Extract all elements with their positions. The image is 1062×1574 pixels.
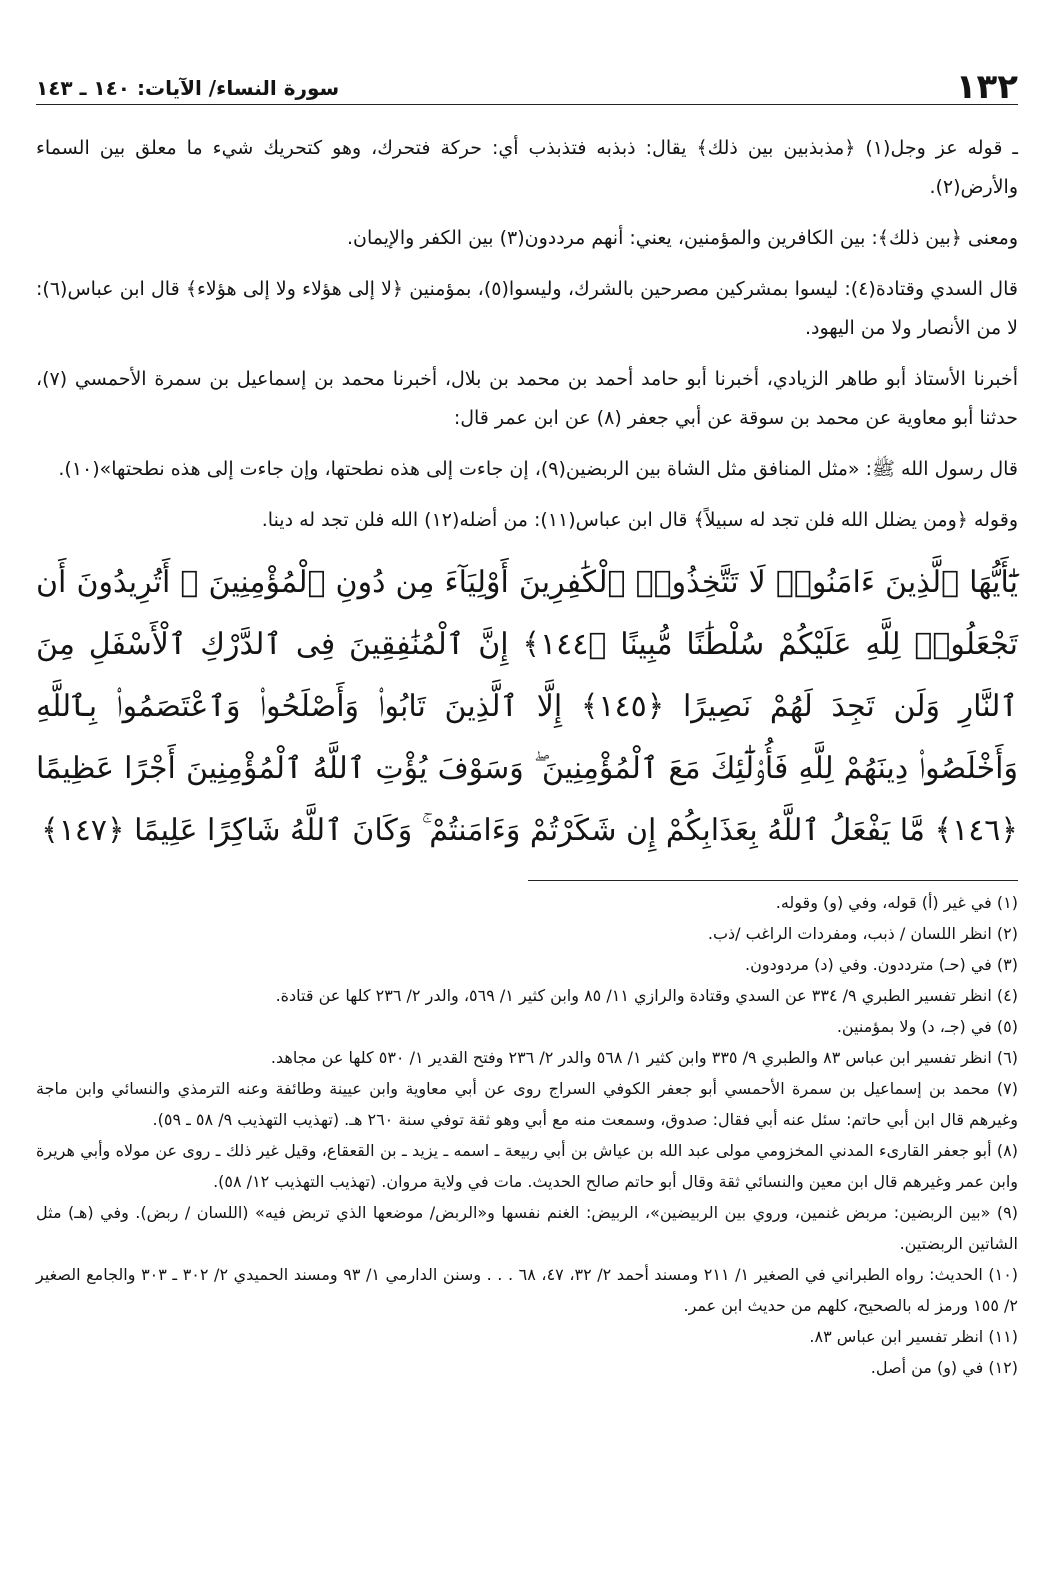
footnote: (٣) في (حـ) مترددون. وفي (د) مردودون. — [745, 955, 1018, 974]
paragraph: ومعنى ﴿بين ذلك﴾: بين الكافرين والمؤمنين، يعني: أنهم مرددون(٣) بين الكفر والإيمان. — [346, 227, 1018, 249]
paragraph: قال السدي وقتادة(٤): ليسوا بمشركين مصرحين بالشرك، وليسوا(٥)، بمؤمنين ﴿لا إلى هؤلاء ولا إلى هؤلاء﴾ قال ابن عباس(٦): لا من الأنصار ولا من اليهود. — [36, 278, 1018, 339]
commentary-body — [36, 129, 1018, 540]
footnote: (٧) محمد بن إسماعيل بن سمرة الأحمسي أبو جعفر الكوفي السراج روى عن أبي معاوية وابن عيينة وطائفة وعنه الترمذي والنسائي وابن ماجة وغيرهم قال ابن أبي حاتم: سئل عنه أبي فقال: صدوق، وسمعت منه مع أبي وهو ثقة توفي سنة ٢٦٠ هـ. (تهذيب التهذيب ٩/ ٥٨ ـ ٥٩). — [36, 1079, 1018, 1129]
footnote: (١٠) الحديث: رواه الطبراني في الصغير ١/ ٢١١ ومسند أحمد ٢/ ٣٢، ٤٧، ٦٨ . . . وسنن الدارمي ١/ ٩٣ ومسند الحميدي ٢/ ٣٠٢ ـ ٣٠٣ والجامع الصغير ٢/ ١٥٥ ورمز له بالصحيح، كلهم من حديث ابن عمر. — [36, 1265, 1019, 1315]
paragraph: وقوله ﴿ومن يضلل الله فلن تجد له سبيلاً﴾ قال ابن عباس(١١): من أضله(١٢) الله فلن تجد له دينا. — [261, 509, 1018, 531]
footnotes-divider — [528, 880, 1018, 881]
footnote: (٥) في (جـ، د) ولا بمؤمنين. — [836, 1017, 1018, 1036]
footnote: (١٢) في (و) من أصل. — [870, 1358, 1018, 1377]
footnote: (٨) أبو جعفر القارىء المدني المخزومي مولى عبد الله بن عياش بن أبي ربيعة ـ اسمه ـ يزيد ـ بن القعقاع، وقيل غير ذلك ـ روى عن مولاه وأبي هريرة وابن عمر وغيرهم قال ابن معين والنسائي ثقة وقال أبو حاتم صالح الحديث. مات في ولاية مروان. (تهذيب التهذيب ١٢/ ٥٨). — [36, 1141, 1018, 1191]
quran-verses: يَٰٓأَيُّهَا ٱلَّذِينَ ءَامَنُوا۟ لَا تَتَّخِذُوا۟ ٱلْكَٰفِرِينَ أَوْلِيَآءَ مِن دُونِ ٱلْمُؤْمِنِينَ ۚ أَتُرِيدُونَ أَن تَجْعَلُوا۟ لِلَّهِ عَلَيْكُمْ سُلْطَٰنًا مُّبِينًا ﴿١٤٤﴾ إِنَّ ٱلْمُنَٰفِقِينَ فِى ٱلدَّرْكِ ٱلْأَسْفَلِ مِنَ ٱلنَّارِ وَلَن تَجِدَ لَهُمْ نَصِيرًا ﴿١٤٥﴾ إِلَّا ٱلَّذِينَ تَابُوا۟ وَأَصْلَحُوا۟ وَٱعْتَصَمُوا۟ بِٱللَّهِ وَأَخْلَصُوا۟ دِينَهُمْ لِلَّهِ فَأُو۟لَٰٓئِكَ مَعَ ٱلْمُؤْمِنِينَ ۖ وَسَوْفَ يُؤْتِ ٱللَّهُ ٱلْمُؤْمِنِينَ أَجْرًا عَظِيمًا ﴿١٤٦﴾ مَّا يَفْعَلُ ٱللَّهُ بِعَذَابِكُمْ إِن شَكَرْتُمْ وَءَامَنتُمْ ۚ وَكَانَ ٱللَّهُ شَاكِرًا عَلِيمًا ﴿١٤٧﴾ — [36, 565, 1019, 848]
footnote: (١) في غير (أ) قوله، وفي (و) وقوله. — [775, 893, 1018, 912]
footnotes — [36, 887, 1018, 1383]
footnote: (١١) انظر تفسير ابن عباس ٨٣. — [809, 1327, 1018, 1346]
paragraph: قال رسول الله ﷺ: «مثل المنافق مثل الشاة بين الربضين(٩)، إن جاءت إلى هذه نطحتها، وإن جاءت إلى هذه نطحتها»(١٠). — [58, 458, 1018, 480]
page-number: ١٣٢ — [955, 67, 1018, 107]
book-page — [36, 60, 1018, 1383]
footnote: (٢) انظر اللسان / ذبب، ومفردات الراغب /ذب. — [707, 924, 1018, 943]
footnote: (٤) انظر تفسير الطبري ٩/ ٣٣٤ عن السدي وقتادة والرازي ١١/ ٨٥ وابن كثير ١/ ٥٦٩، والدر ٢/ ٢٣٦ كلها عن قتادة. — [275, 986, 1018, 1005]
running-head: سورة النساء/ الآيات: ١٤٠ ـ ١٤٣ — [36, 76, 340, 100]
paragraph: ـ قوله عز وجل(١) ﴿مذبذبين بين ذلك﴾ يقال: ذبذبه فتذبذب أي: حركة فتحرك، وهو كتحريك شيء ما معلق بين السماء والأرض(٢). — [36, 137, 1018, 198]
footnote: (٦) انظر تفسير ابن عباس ٨٣ والطبري ٩/ ٣٣٥ وابن كثير ١/ ٥٦٨ والدر ٢/ ٢٣٦ وفتح القدير ١/ ٥٣٠ كلها عن مجاهد. — [270, 1048, 1018, 1067]
page-header — [36, 60, 1018, 105]
footnote: (٩) «بين الربضين: مربض غنمين، وروي بين الربيضين»، الربيض: الغنم نفسها و«الربض/ موضعها الذي تربض فيه» (اللسان / ربض). وفي (هـ) مثل الشاتين الربضتين. — [36, 1203, 1018, 1253]
paragraph: أخبرنا الأستاذ أبو طاهر الزيادي، أخبرنا أبو حامد أحمد بن محمد بن بلال، أخبرنا محمد بن إسماعيل بن سمرة الأحمسي (٧)، حدثنا أبو معاوية عن محمد بن سوقة عن أبي جعفر (٨) عن ابن عمر قال: — [36, 368, 1018, 429]
